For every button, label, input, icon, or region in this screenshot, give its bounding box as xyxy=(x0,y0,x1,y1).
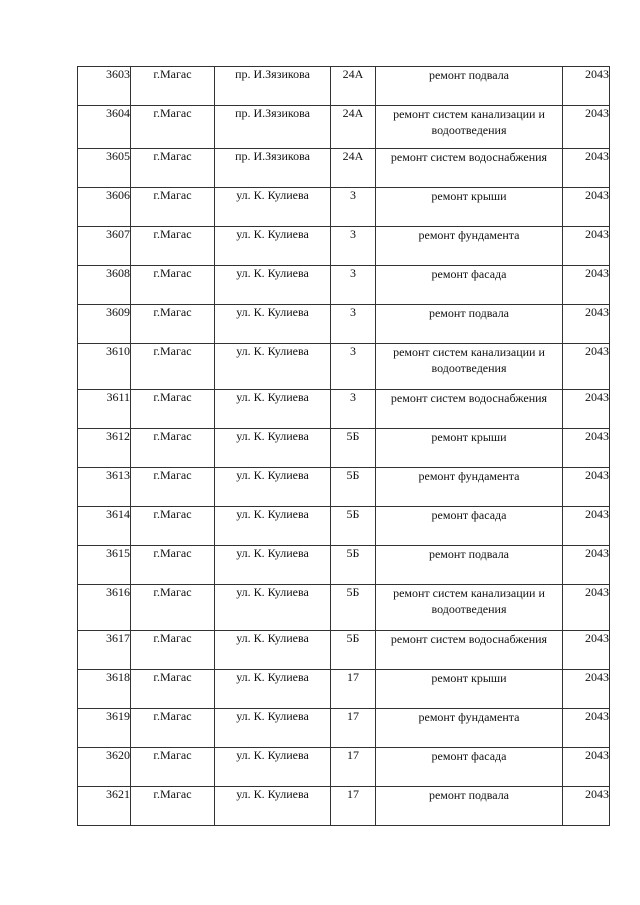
work-type-cell: ремонт подвала xyxy=(376,787,563,826)
street-cell: ул. К. Кулиева xyxy=(215,670,331,709)
city-cell: г.Магас xyxy=(131,670,215,709)
house-number-cell: 5Б xyxy=(331,546,376,585)
city-cell: г.Магас xyxy=(131,709,215,748)
row-number-cell: 3605 xyxy=(78,149,131,188)
house-number-cell: 3 xyxy=(331,266,376,305)
city-cell: г.Магас xyxy=(131,227,215,266)
street-cell: пр. И.Зязикова xyxy=(215,67,331,106)
work-type-cell: ремонт крыши xyxy=(376,429,563,468)
row-number-cell: 3603 xyxy=(78,67,131,106)
house-number-cell: 17 xyxy=(331,787,376,826)
work-type-cell: ремонт крыши xyxy=(376,670,563,709)
year-cell: 2043 xyxy=(563,631,610,670)
city-cell: г.Магас xyxy=(131,390,215,429)
row-number-cell: 3619 xyxy=(78,709,131,748)
city-cell: г.Магас xyxy=(131,67,215,106)
row-number-cell: 3617 xyxy=(78,631,131,670)
city-cell: г.Магас xyxy=(131,344,215,390)
table-row xyxy=(78,344,610,390)
table-row xyxy=(78,67,610,106)
street-cell: пр. И.Зязикова xyxy=(215,149,331,188)
table-row xyxy=(78,748,610,787)
house-number-cell: 3 xyxy=(331,344,376,390)
year-cell: 2043 xyxy=(563,709,610,748)
table-row xyxy=(78,585,610,631)
house-number-cell: 17 xyxy=(331,748,376,787)
table-row xyxy=(78,227,610,266)
work-type-cell: ремонт подвала xyxy=(376,67,563,106)
year-cell: 2043 xyxy=(563,507,610,546)
row-number-cell: 3620 xyxy=(78,748,131,787)
table-row xyxy=(78,149,610,188)
year-cell: 2043 xyxy=(563,468,610,507)
city-cell: г.Магас xyxy=(131,787,215,826)
year-cell: 2043 xyxy=(563,390,610,429)
house-number-cell: 24А xyxy=(331,67,376,106)
street-cell: ул. К. Кулиева xyxy=(215,429,331,468)
row-number-cell: 3615 xyxy=(78,546,131,585)
house-number-cell: 5Б xyxy=(331,468,376,507)
work-type-cell: ремонт систем водоснабжения xyxy=(376,390,563,429)
row-number-cell: 3606 xyxy=(78,188,131,227)
city-cell: г.Магас xyxy=(131,305,215,344)
table-row xyxy=(78,670,610,709)
table-row xyxy=(78,305,610,344)
house-number-cell: 3 xyxy=(331,188,376,227)
street-cell: ул. К. Кулиева xyxy=(215,188,331,227)
row-number-cell: 3621 xyxy=(78,787,131,826)
city-cell: г.Магас xyxy=(131,631,215,670)
table-row xyxy=(78,709,610,748)
work-type-cell: ремонт систем водоснабжения xyxy=(376,149,563,188)
house-number-cell: 5Б xyxy=(331,631,376,670)
year-cell: 2043 xyxy=(563,344,610,390)
year-cell: 2043 xyxy=(563,106,610,149)
street-cell: ул. К. Кулиева xyxy=(215,546,331,585)
work-type-cell: ремонт систем канализации и водоотведения xyxy=(376,106,563,149)
work-type-cell: ремонт фундамента xyxy=(376,709,563,748)
street-cell: ул. К. Кулиева xyxy=(215,305,331,344)
table-body xyxy=(78,67,610,826)
street-cell: ул. К. Кулиева xyxy=(215,390,331,429)
house-number-cell: 5Б xyxy=(331,507,376,546)
row-number-cell: 3614 xyxy=(78,507,131,546)
year-cell: 2043 xyxy=(563,787,610,826)
house-number-cell: 3 xyxy=(331,227,376,266)
row-number-cell: 3604 xyxy=(78,106,131,149)
street-cell: ул. К. Кулиева xyxy=(215,748,331,787)
house-number-cell: 24А xyxy=(331,106,376,149)
row-number-cell: 3611 xyxy=(78,390,131,429)
table-row xyxy=(78,266,610,305)
table-row xyxy=(78,429,610,468)
work-type-cell: ремонт систем канализации и водоотведения xyxy=(376,344,563,390)
work-type-cell: ремонт подвала xyxy=(376,305,563,344)
year-cell: 2043 xyxy=(563,67,610,106)
table-row xyxy=(78,106,610,149)
city-cell: г.Магас xyxy=(131,468,215,507)
table-row xyxy=(78,468,610,507)
city-cell: г.Магас xyxy=(131,188,215,227)
year-cell: 2043 xyxy=(563,266,610,305)
table-row xyxy=(78,507,610,546)
year-cell: 2043 xyxy=(563,670,610,709)
street-cell: пр. И.Зязикова xyxy=(215,106,331,149)
house-number-cell: 24А xyxy=(331,149,376,188)
year-cell: 2043 xyxy=(563,585,610,631)
city-cell: г.Магас xyxy=(131,106,215,149)
house-number-cell: 3 xyxy=(331,390,376,429)
city-cell: г.Магас xyxy=(131,585,215,631)
street-cell: ул. К. Кулиева xyxy=(215,787,331,826)
city-cell: г.Магас xyxy=(131,429,215,468)
year-cell: 2043 xyxy=(563,546,610,585)
city-cell: г.Магас xyxy=(131,266,215,305)
house-number-cell: 3 xyxy=(331,305,376,344)
street-cell: ул. К. Кулиева xyxy=(215,585,331,631)
house-number-cell: 17 xyxy=(331,670,376,709)
row-number-cell: 3607 xyxy=(78,227,131,266)
table-row xyxy=(78,546,610,585)
row-number-cell: 3610 xyxy=(78,344,131,390)
table-row xyxy=(78,188,610,227)
row-number-cell: 3613 xyxy=(78,468,131,507)
street-cell: ул. К. Кулиева xyxy=(215,507,331,546)
work-type-cell: ремонт фасада xyxy=(376,748,563,787)
work-type-cell: ремонт подвала xyxy=(376,546,563,585)
house-number-cell: 17 xyxy=(331,709,376,748)
year-cell: 2043 xyxy=(563,227,610,266)
city-cell: г.Магас xyxy=(131,149,215,188)
year-cell: 2043 xyxy=(563,305,610,344)
work-type-cell: ремонт систем канализации и водоотведения xyxy=(376,585,563,631)
street-cell: ул. К. Кулиева xyxy=(215,344,331,390)
year-cell: 2043 xyxy=(563,188,610,227)
year-cell: 2043 xyxy=(563,429,610,468)
year-cell: 2043 xyxy=(563,149,610,188)
street-cell: ул. К. Кулиева xyxy=(215,266,331,305)
work-type-cell: ремонт крыши xyxy=(376,188,563,227)
house-number-cell: 5Б xyxy=(331,429,376,468)
house-number-cell: 5Б xyxy=(331,585,376,631)
row-number-cell: 3616 xyxy=(78,585,131,631)
row-number-cell: 3608 xyxy=(78,266,131,305)
row-number-cell: 3609 xyxy=(78,305,131,344)
city-cell: г.Магас xyxy=(131,507,215,546)
work-type-cell: ремонт фундамента xyxy=(376,227,563,266)
row-number-cell: 3618 xyxy=(78,670,131,709)
city-cell: г.Магас xyxy=(131,546,215,585)
street-cell: ул. К. Кулиева xyxy=(215,468,331,507)
work-type-cell: ремонт систем водоснабжения xyxy=(376,631,563,670)
table-row xyxy=(78,631,610,670)
city-cell: г.Магас xyxy=(131,748,215,787)
table-row xyxy=(78,787,610,826)
work-type-cell: ремонт фасада xyxy=(376,266,563,305)
street-cell: ул. К. Кулиева xyxy=(215,631,331,670)
repair-schedule-table xyxy=(77,66,610,826)
work-type-cell: ремонт фасада xyxy=(376,507,563,546)
work-type-cell: ремонт фундамента xyxy=(376,468,563,507)
street-cell: ул. К. Кулиева xyxy=(215,227,331,266)
row-number-cell: 3612 xyxy=(78,429,131,468)
year-cell: 2043 xyxy=(563,748,610,787)
table-row xyxy=(78,390,610,429)
street-cell: ул. К. Кулиева xyxy=(215,709,331,748)
